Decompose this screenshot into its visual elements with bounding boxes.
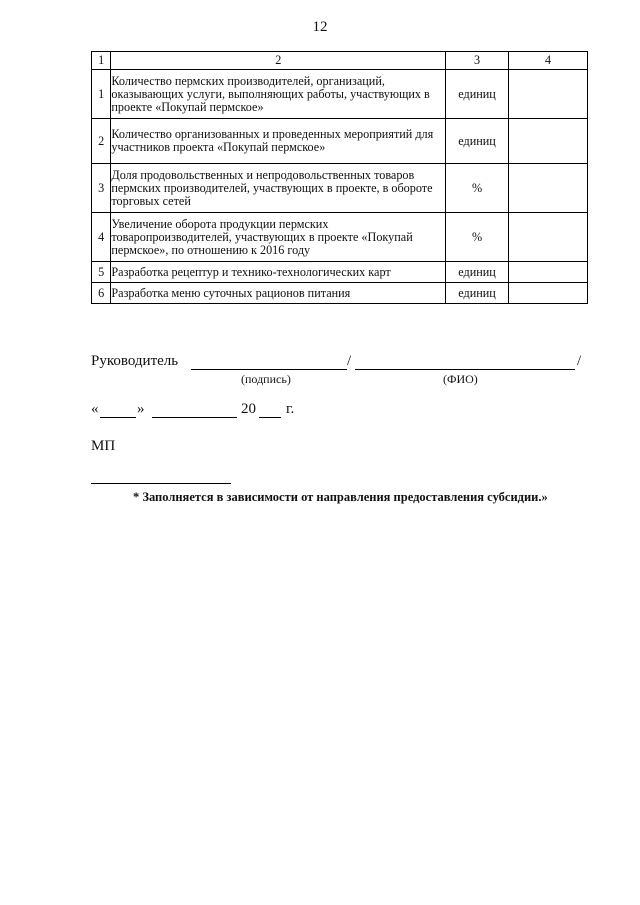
row-description: Количество организованных и проведенных мероприятий для участников проекта «Покупай пермское» [111, 119, 446, 164]
page-number: 12 [312, 19, 328, 35]
year-line[interactable] [259, 401, 281, 418]
table-row [92, 283, 588, 304]
row-value-cell[interactable] [508, 283, 587, 304]
footnote: * Заполняется в зависимости от направления предоставления субсидии.» [133, 490, 548, 504]
row-unit: единиц [446, 70, 509, 119]
year-prefix: 20 [241, 401, 256, 417]
footnote-divider [91, 483, 231, 484]
row-number: 5 [92, 262, 111, 283]
row-number: 1 [92, 70, 111, 119]
table-header-row [92, 52, 588, 70]
date-open-quote: « [91, 401, 99, 417]
manager-label: Руководитель [91, 353, 179, 369]
name-slash: / [577, 353, 582, 369]
row-value-cell[interactable] [508, 119, 587, 164]
row-number: 3 [92, 164, 111, 213]
table-row [92, 213, 588, 262]
row-number: 2 [92, 119, 111, 164]
row-value-cell[interactable] [508, 70, 587, 119]
day-line[interactable] [100, 401, 136, 418]
full-name-line[interactable] [355, 353, 575, 370]
header-col-1: 1 [92, 52, 111, 70]
table-row [92, 119, 588, 164]
row-number: 4 [92, 213, 111, 262]
month-line[interactable] [152, 401, 237, 418]
row-description: Разработка рецептур и технико-технологических карт [111, 262, 446, 283]
row-value-cell[interactable] [508, 213, 587, 262]
row-unit: единиц [446, 262, 509, 283]
row-number: 6 [92, 283, 111, 304]
full-name-caption: (ФИО) [443, 372, 478, 386]
table-row [92, 70, 588, 119]
row-unit: % [446, 213, 509, 262]
header-col-2: 2 [111, 52, 446, 70]
signature-line[interactable] [191, 353, 347, 370]
year-suffix: г. [286, 401, 295, 417]
row-value-cell[interactable] [508, 164, 587, 213]
row-unit: единиц [446, 283, 509, 304]
stamp-place: МП [91, 438, 116, 454]
row-unit: % [446, 164, 509, 213]
row-description: Количество пермских производителей, организаций, оказывающих услуги, выполняющих работы, участвующих в проекте «Покупай пермское» [111, 70, 446, 119]
row-description: Доля продовольственных и непродовольственных товаров пермских производителей, участвующих в проекте, в обороте торговых сетей [111, 164, 446, 213]
header-col-4: 4 [508, 52, 587, 70]
row-unit: единиц [446, 119, 509, 164]
header-col-3: 3 [446, 52, 509, 70]
table-row [92, 262, 588, 283]
row-description: Увеличение оборота продукции пермских товаропроизводителей, участвующих в проекте «Покупай пермское», по отношению к 2016 году [111, 213, 446, 262]
signature-caption: (подпись) [241, 372, 291, 386]
date-close-quote: » [137, 401, 145, 417]
indicators-table [91, 51, 588, 304]
row-value-cell[interactable] [508, 262, 587, 283]
row-description: Разработка меню суточных рационов питания [111, 283, 446, 304]
table-row [92, 164, 588, 213]
signature-slash: / [347, 353, 352, 369]
